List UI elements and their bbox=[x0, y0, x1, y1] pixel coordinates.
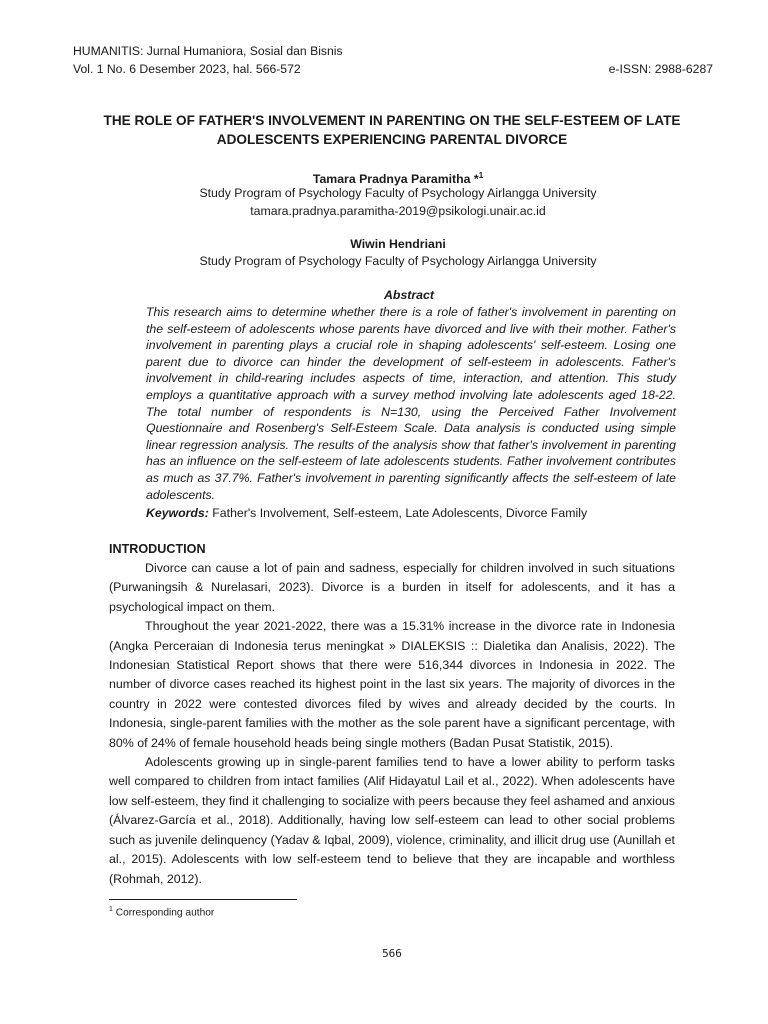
author-affiliation: Study Program of Psychology Faculty of Psychology Airlangga University bbox=[199, 186, 597, 200]
author-1-footnote-mark: 1 bbox=[478, 171, 484, 180]
footnote-text: Corresponding author bbox=[115, 907, 215, 919]
abstract-text: This research aims to determine whether there is a role of father's involvement in parenting on the self-esteem of adolescents whose parents have divorced and live with their mother. Father's involvement in parenting plays a crucial role in shaping adolescents' self-esteem. Losing one parent due to divorce can hinder the development of self-esteem in adolescents. Father's involvement in child-rearing includes aspects of time, interaction, and attention. This study employs a quantitative approach with a survey method involving late adolescents aged 18-22. The total number of respondents is N=130, using the Perceived Father Involvement Questionnaire and Rosenberg's Self-Esteem Scale. Data analysis is conducted using simple linear regression analysis. The results of the analysis show that father's involvement in parenting has an influence on the self-esteem of late adolescents students. Father involvement contributes as much as 37.7%. Father's involvement in parenting significantly affects the self-esteem of late adolescents. bbox=[146, 305, 676, 502]
section-heading: INTRODUCTION bbox=[109, 542, 206, 556]
footnote-divider bbox=[109, 899, 297, 900]
journal-volume: Vol. 1 No. 6 Desember 2023, hal. 566-572 bbox=[73, 62, 301, 76]
introduction-body bbox=[109, 559, 675, 889]
page-number: 566 bbox=[382, 947, 402, 960]
author-1-name: Tamara Pradnya Paramitha * bbox=[312, 172, 479, 187]
author-email: tamara.pradnya.paramitha-2019@psikologi.unair.ac.id bbox=[250, 204, 546, 218]
author-affiliation: Study Program of Psychology Faculty of Psychology Airlangga University bbox=[199, 254, 597, 268]
journal-name: HUMANITIS: Jurnal Humaniora, Sosial dan Bisnis bbox=[73, 44, 343, 58]
journal-volume-line bbox=[73, 61, 713, 77]
abstract-heading: Abstract bbox=[384, 288, 434, 302]
footnote-mark: 1 bbox=[109, 906, 113, 913]
author-name: Wiwin Hendriani bbox=[350, 237, 446, 251]
journal-issn: e-ISSN: 2988-6287 bbox=[608, 62, 713, 76]
footnote bbox=[109, 906, 214, 918]
paper-title: THE ROLE OF FATHER'S INVOLVEMENT IN PARENTING ON THE SELF-ESTEEM OF LATE ADOLESCENTS EXPERIENCING PARENTAL DIVORCE bbox=[103, 113, 681, 147]
paragraph: Adolescents growing up in single-parent families tend to have a lower ability to perform tasks well compared to children from intact families (Alif Hidayatul Lail et al., 2022). When adolescents have low self-esteem, they find it challenging to socialize with peers because they feel ashamed and anxious (Álvarez-García et al., 2018). Additionally, having low self-esteem can lead to other social problems such as juvenile delinquency (Yadav & Iqbal, 2009), violence, criminality, and illicit drug use (Aunillah et al., 2015). Adolescents with low self-esteem tend to believe that they are incapable and worthless (Rohmah, 2012). bbox=[109, 755, 675, 886]
paragraph: Divorce can cause a lot of pain and sadness, especially for children involved in such situations (Purwaningsih & Nurelasari, 2023). Divorce is a burden in itself for adolescents, and it has a psychological impact on them. bbox=[109, 561, 675, 614]
keywords-label: Keywords: bbox=[146, 506, 209, 520]
keywords bbox=[146, 505, 676, 522]
paragraph: Throughout the year 2021-2022, there was a 15.31% increase in the divorce rate in Indonesia (Angka Perceraian di Indonesia terus meningkat » DIALEKSIS :: Dialetika dan Analisis, 2022). The Indonesian Statistical Report shows that there were 516,344 divorces in Indonesia in 2022. The number of divorce cases reached its highest point in the last six years. The majority of divorces in the country in 2022 were contested divorces filed by wives and already decided by the courts. In Indonesia, single-parent families with the mother as the sole parent have a significant percentage, with 80% of 24% of female household heads being single mothers (Badan Pusat Statistik, 2015). bbox=[109, 619, 675, 750]
keywords-list: Father's Involvement, Self-esteem, Late Adolescents, Divorce Family bbox=[212, 506, 588, 520]
